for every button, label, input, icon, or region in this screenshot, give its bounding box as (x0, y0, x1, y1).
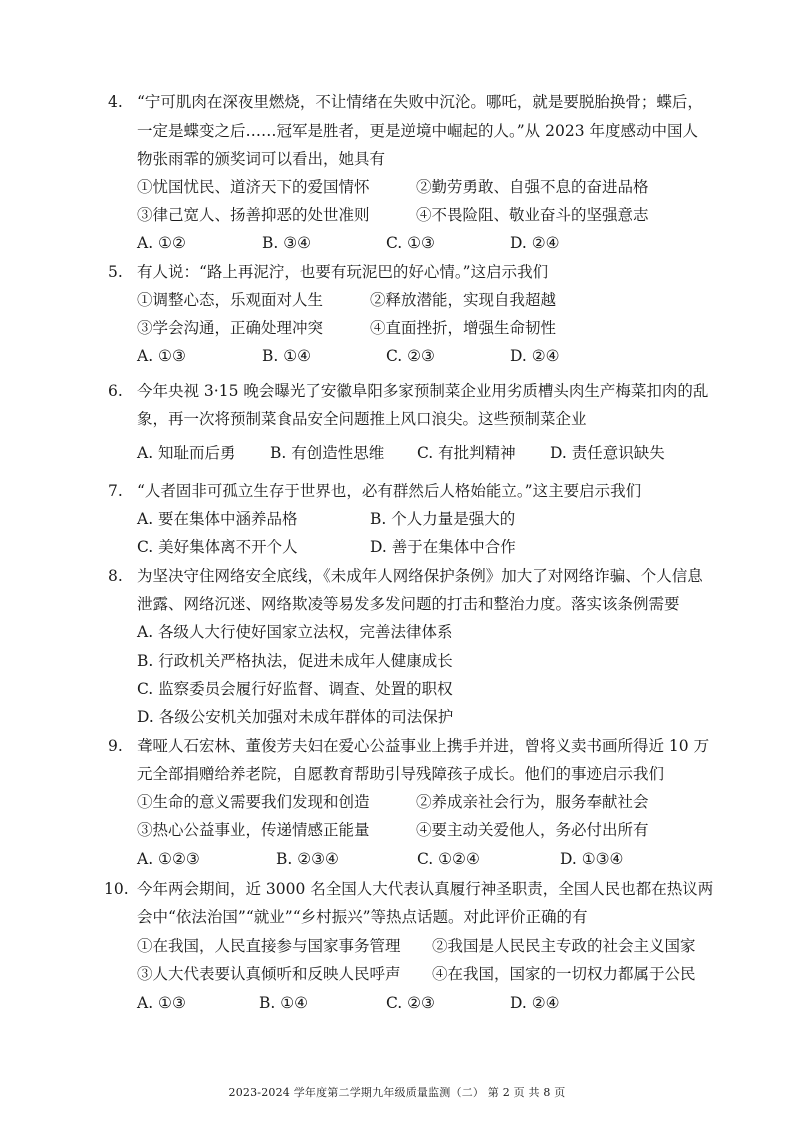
question-text-line: 聋哑人石宏林、董俊芳夫妇在爱心公益事业上携手并进，曾将义卖书画所得近 10 万 (137, 737, 710, 755)
option-d: D. ②④ (510, 994, 560, 1012)
question-text-line: 泄露、网络沉迷、网络欺凌等易发多发问题的打击和整治力度。落实该条例需要 (137, 595, 680, 613)
question-text-line: 象，再一次将预制菜食品安全问题推上风口浪尖。这些预制菜企业 (137, 410, 587, 428)
statement: ①忧国忧民、道济天下的爱国情怀 (137, 178, 370, 196)
option-b: B. 有创造性思维 (270, 444, 385, 462)
option-a: A. 知耻而后勇 (137, 444, 236, 462)
option-a: A. 要在集体中涵养品格 (137, 510, 298, 528)
question-number: 10. (104, 880, 129, 898)
question-text-line: 会中“依法治国”“就业”“乡村振兴”等热点话题。对此评价正确的有 (137, 908, 588, 926)
option-c: C. 美好集体离不开个人 (137, 538, 298, 556)
page-footer: 2023-2024 学年度第二学期九年级质量监测（二） 第 2 页 共 8 页 (228, 1086, 566, 1099)
question-text-line: 今年央视 3·15 晚会曝光了安徽阜阳多家预制菜企业用劣质槽头肉生产梅菜扣肉的乱 (137, 382, 709, 400)
option-c: C. ②③ (386, 347, 435, 365)
question-number: 6. (108, 382, 123, 400)
question-text-line: 为坚决守住网络安全底线，《未成年人网络保护条例》加大了对网络诈骗、个人信息 (137, 567, 703, 585)
option-a: A. ①③ (137, 347, 186, 365)
statement: ①生命的意义需要我们发现和创造 (137, 793, 370, 811)
question-number: 7. (108, 482, 123, 500)
option-d: D. 责任意识缺失 (550, 444, 665, 462)
question-text-line: “人者固非可孤立生存于世界也，必有群然后人格始能立。”这主要启示我们 (137, 482, 642, 500)
question-text-line: 一定是蝶变之后……冠军是胜者，更是逆境中崛起的人。”从 2023 年度感动中国人 (137, 122, 698, 140)
statement: ④直面挫折，增强生命韧性 (370, 319, 557, 337)
question-text-line: 元全部捐赠给养老院，自愿教育帮助引导残障孩子成长。他们的事迹启示我们 (137, 765, 665, 783)
option-d: D. 各级公安机关加强对未成年群体的司法保护 (137, 708, 454, 726)
statement: ③人大代表要认真倾听和反映人民呼声 (137, 965, 401, 983)
option-b: B. ②③④ (276, 850, 339, 868)
option-a: A. 各级人大行使好国家立法权，完善法律体系 (137, 623, 453, 641)
question-number: 9. (108, 737, 123, 755)
option-c: C. ②③ (386, 994, 435, 1012)
option-d: D. ①③④ (560, 850, 624, 868)
question-number: 5. (108, 263, 123, 281)
option-d: D. 善于在集体中合作 (370, 538, 516, 556)
question-number: 4. (108, 93, 123, 111)
question-number: 8. (108, 567, 123, 585)
option-d: D. ②④ (510, 347, 560, 365)
question-text-line: 今年两会期间，近 3000 名全国人大代表认真履行神圣职责，全国人民也都在热议两 (137, 880, 714, 898)
statement: ②勤劳勇敢、自强不息的奋进品格 (416, 178, 649, 196)
option-b: B. ①④ (259, 994, 309, 1012)
statement: ③律己宽人、扬善抑恶的处世准则 (137, 206, 370, 224)
statement: ②释放潜能，实现自我超越 (370, 291, 557, 309)
question-text-line: 物张雨霏的颁奖词可以看出，她具有 (137, 150, 386, 168)
statement: ③热心公益事业，传递情感正能量 (137, 821, 370, 839)
statement: ④不畏险阻、敬业奋斗的坚强意志 (416, 206, 649, 224)
option-a: A. ①②③ (137, 850, 200, 868)
statement: ④要主动关爱他人，务必付出所有 (416, 821, 649, 839)
option-d: D. ②④ (510, 234, 560, 252)
option-a: A. ①③ (137, 994, 186, 1012)
option-c: C. ①②④ (417, 850, 480, 868)
statement: ①在我国，人民直接参与国家事务管理 (137, 937, 401, 955)
question-text-line: 有人说：“路上再泥泞，也要有玩泥巴的好心情。”这启示我们 (137, 263, 549, 281)
option-a: A. ①② (137, 234, 186, 252)
option-b: B. 个人力量是强大的 (370, 510, 516, 528)
option-c: C. 有批判精神 (417, 444, 516, 462)
question-text-line: “宁可肌肉在深夜里燃烧，不让情绪在失败中沉沦。哪吒，就是要脱胎换骨；蝶后， (137, 93, 703, 111)
option-b: B. 行政机关严格执法，促进未成年人健康成长 (137, 652, 453, 670)
option-b: B. ①④ (262, 347, 312, 365)
option-b: B. ③④ (262, 234, 312, 252)
statement: ③学会沟通，正确处理冲突 (137, 319, 324, 337)
statement: ②养成亲社会行为，服务奉献社会 (416, 793, 649, 811)
option-c: C. ①③ (386, 234, 435, 252)
statement: ①调整心态，乐观面对人生 (137, 291, 324, 309)
option-c: C. 监察委员会履行好监督、调查、处置的职权 (137, 680, 453, 698)
statement: ②我国是人民民主专政的社会主义国家 (432, 937, 696, 955)
statement: ④在我国，国家的一切权力都属于公民 (432, 965, 696, 983)
